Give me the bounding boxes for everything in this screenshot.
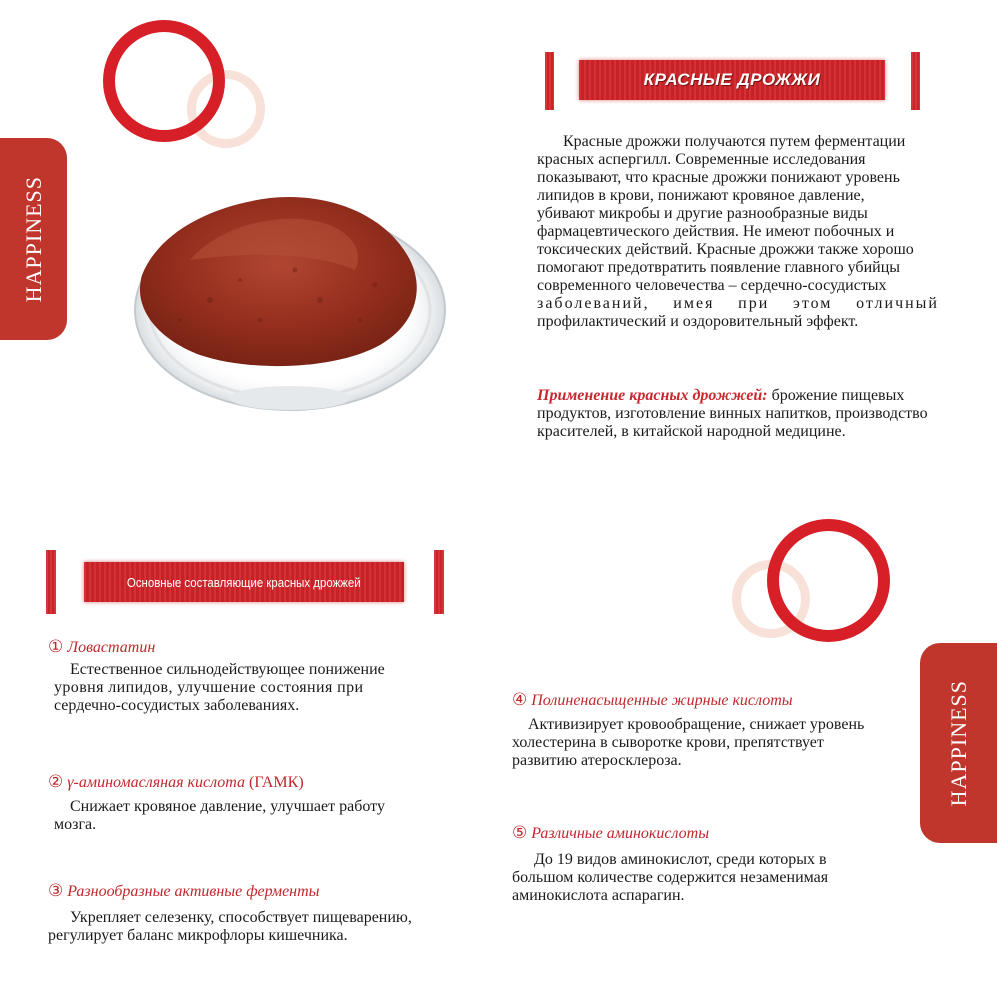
banner-right-tick <box>434 550 444 614</box>
intro-line: помогают предотвратить появление главного убийцы <box>537 259 900 276</box>
item-title <box>48 881 428 901</box>
side-tab-label: HAPPINESS <box>945 679 971 807</box>
side-tab-label: HAPPINESS <box>20 175 46 303</box>
item-line: Активизирует кровообращение, снижает уровень <box>528 716 865 733</box>
item-title <box>48 637 428 657</box>
item-line: развитию атеросклероза. <box>512 752 682 769</box>
banner-left-tick <box>46 550 56 614</box>
side-tab-happiness-left <box>0 138 67 340</box>
intro-line: показывают, что красные дрожжи понижают уровень <box>537 169 900 186</box>
banner-main <box>84 562 404 602</box>
intro-paragraph <box>537 133 939 331</box>
item-line: мозга. <box>54 816 97 833</box>
item-line: До 19 видов аминокислот, среди которых в <box>534 851 827 868</box>
banner-main <box>579 60 885 100</box>
component-item-5 <box>512 823 902 905</box>
item-number: ② <box>48 772 64 791</box>
header-banner-title: КРАСНЫЕ ДРОЖЖИ <box>643 70 821 89</box>
item-title-text: Различные аминокислоты <box>531 825 710 842</box>
item-line: холестерина в сыворотке крови, препятствует <box>512 734 824 751</box>
item-title <box>512 690 902 710</box>
banner-right-tick <box>911 52 920 110</box>
item-title-suffix: (ГАМК) <box>249 774 304 791</box>
usage-label: Применение красных дрожжей: <box>537 387 768 404</box>
intro-line: красных аспергилл. Современные исследования <box>537 151 866 168</box>
item-number: ① <box>48 637 64 656</box>
item-line: регулирует баланс микрофлоры кишечника. <box>48 927 348 944</box>
item-number: ③ <box>48 881 64 900</box>
item-line: Снижает кровяное давление, улучшает работу <box>70 798 385 815</box>
component-item-4 <box>512 690 902 770</box>
usage-text-start: брожение пищевых <box>767 387 905 404</box>
intro-line: фармацевтического действия. Не имеют побочных и <box>537 223 895 240</box>
item-line: Естественное сильнодействующее понижение <box>70 661 385 678</box>
intro-line: заболеваний, имея при этом отличный <box>537 295 939 312</box>
component-item-3 <box>48 881 428 945</box>
item-title-text: Разнообразные активные ферменты <box>67 883 320 900</box>
component-item-2 <box>48 772 428 834</box>
component-item-1 <box>48 637 428 715</box>
item-line: Укрепляет селезенку, способствует пищеварению, <box>70 909 412 926</box>
item-number: ⑤ <box>512 823 528 842</box>
intro-line: убивают микробы и другие разнообразные виды <box>537 205 868 222</box>
intro-line: липидов в крови, понижают кровяное давление, <box>537 187 865 204</box>
banner-left-tick <box>545 52 554 110</box>
side-tab-happiness-right <box>920 643 997 843</box>
intro-line: профилактический и оздоровительный эффект. <box>537 313 859 330</box>
components-banner <box>46 550 444 614</box>
usage-first-line <box>537 387 939 405</box>
item-line: аминокислота аспарагин. <box>512 887 685 904</box>
ring-red-decoration <box>103 20 225 142</box>
item-line: уровня липидов, улучшение состояния при <box>54 679 364 696</box>
components-banner-title: Основные составляющие красных дрожжей <box>127 574 361 590</box>
header-banner <box>545 52 920 110</box>
item-title-text: Полиненасыщенные жирные кислоты <box>531 692 793 709</box>
item-line: большом количестве содержится незаменимая <box>512 869 829 886</box>
item-title-text: γ-аминомасляная кислота <box>67 774 246 791</box>
intro-line: токсических действий. Красные дрожжи также хорошо <box>537 241 914 258</box>
usage-paragraph <box>537 387 939 441</box>
usage-line: продуктов, изготовление винных напитков, производство <box>537 405 928 422</box>
intro-line: современного человечества – сердечно-сосудистых <box>537 277 887 294</box>
ring-red-decoration <box>767 519 890 642</box>
red-yeast-powder-image <box>120 150 450 430</box>
item-title-text: Ловастатин <box>67 639 156 656</box>
item-line: сердечно-сосудистых заболеваниях. <box>54 697 300 714</box>
item-number: ④ <box>512 690 528 709</box>
usage-line: красителей, в китайской народной медицине. <box>537 423 846 440</box>
item-title <box>48 772 428 792</box>
item-title <box>512 823 902 843</box>
intro-line: Красные дрожжи получаются путем ферментации <box>563 133 906 150</box>
